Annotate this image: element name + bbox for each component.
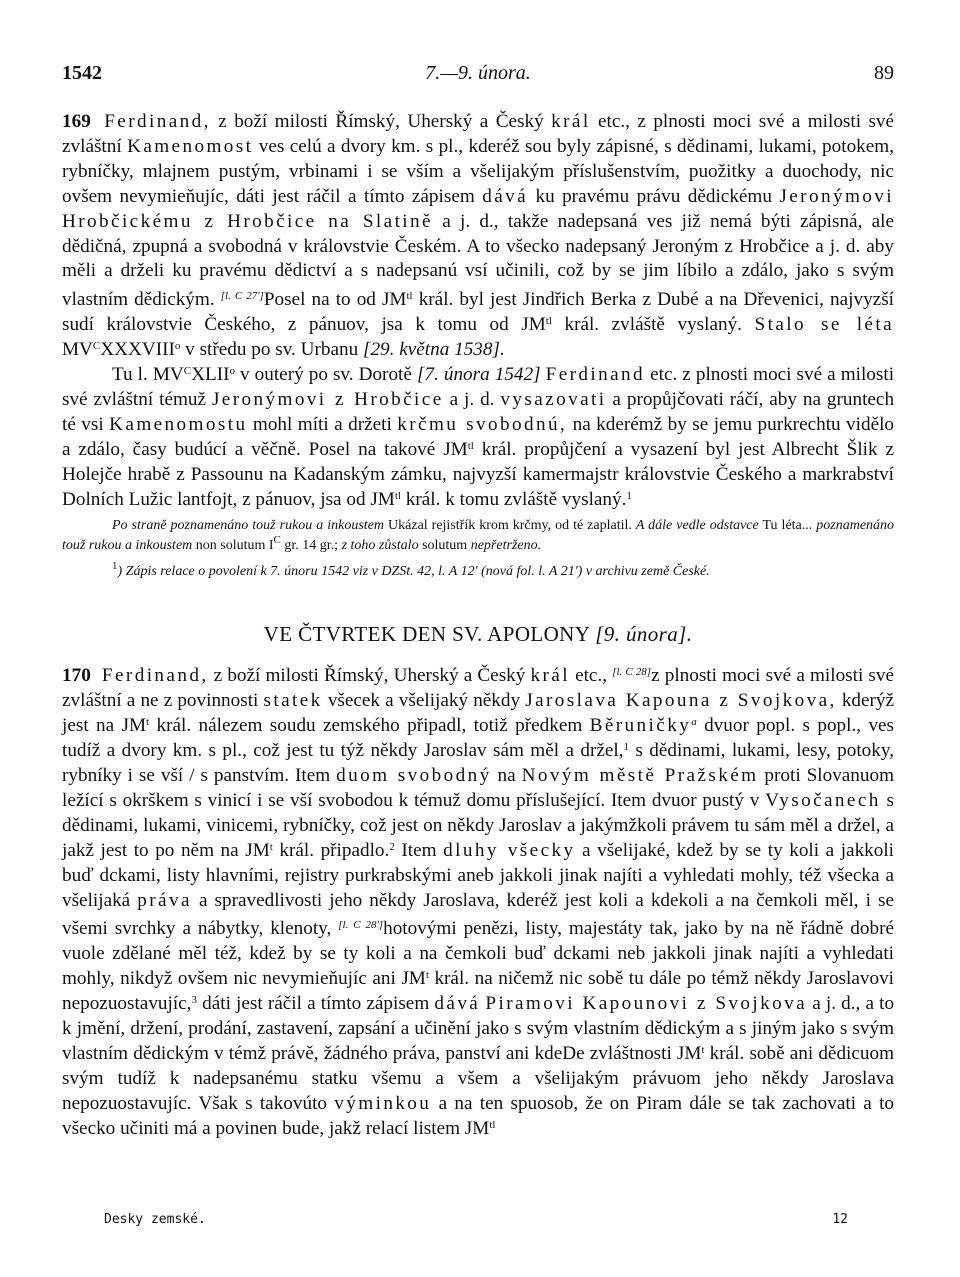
superscript: a	[691, 716, 697, 729]
date-roman: XXXVIII	[100, 339, 175, 361]
text-run: kderýž jest na JM	[62, 690, 895, 737]
text-run: král. zvláště vyslaný.	[564, 314, 742, 336]
text-run: král. sobě ani dědicuom svým tudíž k nadepsanému statku všemu a všem a všelijakým právuom jeho někdy Jaroslava nepozuostavujíc. Však s takovúto	[62, 1043, 894, 1114]
issuer-name: Ferdinand,	[104, 111, 211, 132]
dava-word: dává	[482, 185, 529, 207]
editor-note	[62, 516, 894, 556]
text-run: král. propůjčení a vysazení byl jest Albrecht Šlik z Holejče hrabě z Passounu na Kadanským zámku, najvyzší kamermajstr královstvie Českého a markrabství Dolních Lužic lantfojt, z pánuov, jsa od JM	[62, 438, 894, 510]
folio-marker: [l. C 28']	[338, 919, 384, 932]
text-run: na kderémž by se jemu purkrechtu vidělo a zdálo, časy budúcí a věčně. Posel na takové JM	[62, 413, 895, 460]
text-run: a všelijaké, kdež by se ty koli a jakkoli buď dckami, listy hlavními, rejistry purkrabskými aneb jakkoli jinak najíti a vyhledati mohly, též všecka a všelijaká	[62, 839, 895, 911]
issuer-title: z boží milosti Římský, Uherský a Český	[218, 111, 544, 132]
text-run: ku pravému právu dědickému	[535, 185, 772, 207]
section-title: VE ČTVRTEK DEN SV. APOLONY	[263, 621, 590, 646]
text-run: v outerý po sv. Dorotě	[240, 364, 412, 386]
superscript: o	[229, 365, 235, 378]
text-run: všecek a všelijaký někdy	[327, 690, 521, 712]
text-run: a j. d., a to k jmění, držení, prodání, zastavení, zapsání a učinění jako s svým vlastním dědickým a s jiným jako s svým vlastním dědickým v témž právě, žádného práva, panství ani kdeDe zvláštnosti JM	[62, 993, 895, 1064]
text-run: z plnosti moci své a milosti své zvláštní a ne z povinnosti	[62, 665, 894, 712]
place-name: Kamenomostu	[109, 413, 248, 435]
superscript: tl	[406, 290, 413, 303]
date-range-label: 7.—9. února.	[425, 62, 531, 84]
superscript: tl	[394, 489, 401, 502]
text-run: proti Slovanuom ležící s okrškem s vinicí i se vší svobodou k témuž domu příslušející. Item dvuor pustý v	[62, 765, 895, 811]
folio-marker: [l. C 27']	[220, 290, 264, 303]
issuer-name: Ferdinand	[545, 364, 646, 386]
footnote-1	[62, 559, 894, 582]
spaced-word: krčmu svobodnú,	[397, 413, 568, 435]
superscript: t	[701, 1044, 705, 1056]
running-header	[62, 62, 894, 90]
place-name: Vysočanech	[765, 789, 881, 811]
superscript: t	[425, 969, 429, 982]
entry-number: 170	[62, 665, 91, 687]
text-run: s dědinami, lukami, vinicemi, rybníčky, což jest on někdy Jaroslav a jakýmžkoli právem tu sám měl a držel, a jakž jest to po něm na JM	[62, 789, 894, 861]
note-italic: Po straně poznamenáno touž rukou a inkoustem	[112, 517, 385, 533]
note-text: Tu léta...	[762, 517, 813, 533]
text-run: ves celú a dvory km. s pl., kderéž sou byly zápisné, s dědinami, lukami, potokem, rybníčky, mlajnem pustým, vrbinami i se vším a všelijakým příslušenstvím, puožitky a duochody, nic ovšem nevymieňujíc, dáti jest ráčil a tímto zápisem	[62, 135, 894, 207]
entry-169-para-2	[62, 363, 894, 512]
year-label: 1542	[62, 62, 102, 84]
date-roman: XLII	[191, 364, 230, 386]
text-run: a spravedlivosti jeho někdy Jaroslava, kderéž jest koli a kdekoli a na čemkoli měl, i se všemi svrchky a nábytky, klenoty,	[62, 889, 895, 940]
dava-word: dává	[434, 993, 481, 1015]
stalo-phrase: Stalo se léta	[754, 314, 894, 336]
spaced-word: vysazovati	[500, 388, 607, 410]
person-name: Piramovi Kapounovi z Svojkova	[485, 993, 808, 1015]
text-run: etc. z plnosti moci své a milosti své zvláštní témuž	[62, 364, 895, 410]
page-number: 89	[874, 62, 894, 84]
person-name: Jaroslava Kapouna z Svojkova,	[525, 690, 837, 712]
section-date: [9. února].	[595, 621, 693, 646]
text-run: Item	[401, 839, 437, 861]
spaced-word: práva	[137, 889, 192, 911]
entry-169-para-1	[62, 110, 894, 363]
footnote-text: ) Zápis relace o povolení k 7. únoru 1542 viz v DZSt. 42, l. A 12' (nová fol. l. A 21') v archivu země České.	[117, 563, 710, 579]
footnote-ref: 2	[389, 840, 395, 853]
text-run: s dědinami, lukami, lesy, potoky, rybníky i se vší / s panstvím. Item	[62, 740, 894, 787]
note-text: gr. 14 gr.;	[284, 537, 339, 553]
place-name: Kamenomost	[127, 135, 254, 157]
footnote-ref: 1	[623, 741, 629, 754]
place-name: Běruničky	[589, 715, 692, 737]
superscript: tl	[489, 1118, 496, 1131]
footnote-number: 1	[112, 559, 118, 572]
text-run: dáti jest ráčil a tímto zápisem	[202, 993, 430, 1015]
footnote-ref: 3	[191, 994, 197, 1007]
note-italic: z toho zůstalo	[341, 537, 419, 553]
editor-date: [29. května 1538].	[362, 339, 505, 361]
superscript: C	[273, 533, 281, 546]
spaced-word: statek	[263, 690, 323, 712]
text-run: král. nálezem soudu zemského připadl, totiž předkem	[156, 715, 583, 737]
entry-number: 169	[62, 111, 91, 132]
note-text: Ukázal rejistřík krom krčmy, od té zaplatil.	[388, 517, 632, 533]
text-run: král. na ničemž nic sobě tu dále po témž někdy Jaroslavovi nepozuostavujíc,	[62, 968, 895, 1015]
text-run: hotovými penězi, listy, majestáty tak, jako by na ně řádně dobré vuole zdělané měl též, kdež by se ty koli a na čemkoli buď dckami neb jakkoli jinak najíti a vyhledati mohly, nikdyž ovšem nic nevymieňujíc ani JM	[62, 918, 894, 990]
text-run: na	[497, 765, 516, 787]
date-roman: MV	[62, 339, 93, 361]
text-run: etc.,	[575, 665, 608, 687]
entry-170-para	[62, 660, 894, 1141]
issuer-title: z boží milosti Římský, Uherský a Český	[213, 665, 526, 687]
text-run: a na ten spuosob, že on Piram dále se tak zachovati a to všecko učiniti má a povinen bude, jakž relací listem JM	[62, 1092, 895, 1139]
note-text: non solutum I	[195, 537, 274, 553]
superscript: tl	[467, 439, 474, 452]
text-run: dvuor popl. s popl., ves tudíž a dvory km. s pl., což jest tu týž někdy Jaroslav sám měl a držel,	[62, 715, 895, 762]
note-italic: nepřetrženo.	[470, 537, 542, 553]
publication-name: Desky zemské.	[104, 1212, 206, 1227]
text-run: Posel na to od JM	[263, 289, 407, 311]
text-run: Tu l. MV	[112, 364, 184, 386]
note-italic: poznamenáno touž rukou a inkoustem	[62, 517, 895, 553]
superscript: C	[92, 340, 101, 353]
text-run: a j. d.	[449, 388, 495, 410]
place-name: Novým městě Pražském	[521, 765, 759, 787]
section-heading	[62, 622, 894, 647]
superscript: o	[174, 340, 181, 353]
superscript: t	[269, 840, 273, 853]
superscript: C	[183, 365, 192, 378]
text-run: mohl míti a držeti	[252, 413, 392, 435]
superscript: t	[146, 716, 150, 729]
spaced-word: dluhy všecky	[443, 839, 576, 861]
superscript: tl	[545, 315, 552, 328]
person-name: Jeronýmovi z Hrobčice	[211, 388, 444, 410]
signature-number: 12	[832, 1212, 848, 1227]
editor-date: [7. února 1542]	[416, 364, 541, 386]
folio-marker: [l. C 28]	[612, 666, 652, 679]
text-run: etc., z plnosti moci své a milosti své zvláštní	[62, 111, 895, 157]
footnote-ref: 1	[626, 489, 632, 502]
issuer-name: Ferdinand,	[101, 665, 209, 687]
kral-word: král	[551, 111, 591, 132]
note-italic: A dále vedle odstavce	[635, 517, 759, 533]
person-name: Jeronýmovi Hrobčickému z Hrobčice na Slatině	[62, 185, 894, 232]
text-run: král. připadlo.	[279, 839, 390, 861]
spaced-word: výminkou	[334, 1092, 432, 1114]
text-run: král. byl jest Jindřich Berka z Dubé a na Dřevenici, najvyzší sudí královstvie Českého, z pánuov, jsa k tomu od JM	[62, 289, 894, 336]
text-run: a j. d., takže nadepsaná ves již nemá býti zápisná, ale dědičná, zpupná a svobodná v královstvie Českém. A to všecko nadepsaný Jeroným z Hrobčice a j. d. aby měli a drželi ku pravému dědictví a s nadepsanú vsí učinili, což by se jim líbilo a zdálo, jako s svým vlastním dědickým.	[62, 210, 895, 311]
text-run: král. k tomu zvláště vyslaný.	[405, 488, 627, 510]
page-footer	[104, 1212, 848, 1234]
note-text: solutum	[422, 537, 468, 553]
kral-word: král	[530, 665, 570, 687]
main-text	[62, 110, 894, 1142]
text-run: a propůjčovati ráčí, aby na gruntech té vsi	[62, 388, 895, 435]
spaced-word: duom svobodný	[336, 765, 492, 787]
text-run: v středu po sv. Urbanu	[185, 339, 359, 361]
